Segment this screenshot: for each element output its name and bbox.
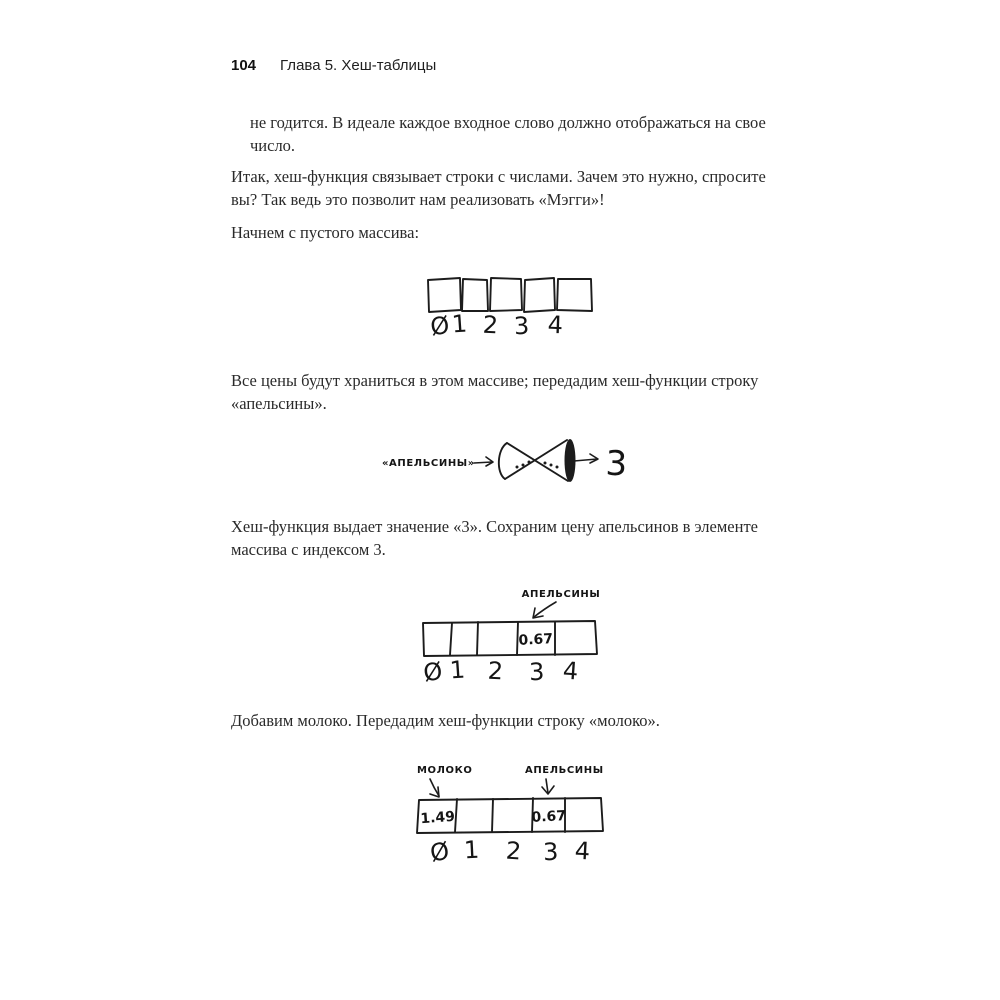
chapter-title: Глава 5. Хеш-таблицы — [280, 57, 437, 74]
cell-value-3: 0.67 — [518, 631, 554, 649]
array-index-labels — [422, 656, 580, 688]
index-0: Ø — [427, 836, 452, 868]
paragraph-continuation: не годится. В идеале каждое входное слово должно отображаться на свое число. — [250, 113, 766, 155]
index-2: 2 — [482, 310, 499, 340]
arrow-right-icon — [474, 457, 493, 466]
oranges-pointer-label: АПЕЛЬСИНЫ — [521, 589, 601, 600]
arrow-down-icon — [533, 602, 556, 618]
hash-grinder-icon — [499, 439, 576, 482]
index-1: 1 — [463, 835, 480, 865]
arrow-down-right-icon — [430, 779, 439, 797]
array-index-labels — [429, 310, 564, 342]
index-3: 3 — [542, 837, 559, 867]
index-2: 2 — [504, 836, 523, 866]
index-1: 1 — [448, 655, 467, 685]
paragraph-prices-in-array: Все цены будут храниться в этом массиве; передадим хеш-функции строку «апельсины». — [231, 371, 759, 413]
figure-hash-function — [380, 436, 632, 492]
index-4: 4 — [547, 310, 564, 340]
array-index-labels — [428, 836, 591, 868]
paragraph-add-milk: Добавим молоко. Передадим хеш-функции строку «молоко». — [231, 711, 660, 730]
index-0: Ø — [428, 310, 452, 342]
figure-array-milk-oranges — [413, 760, 613, 868]
array-cells — [428, 278, 592, 312]
arrow-output-icon — [574, 454, 598, 463]
page-header — [231, 57, 436, 74]
oranges-pointer-label: АПЕЛЬСИНЫ — [525, 765, 604, 776]
index-0: Ø — [421, 656, 445, 688]
index-4: 4 — [574, 836, 591, 866]
paragraph-start-empty-array: Начнем с пустого массива: — [231, 223, 420, 242]
paragraph-hash-function-intro: Итак, хеш-функция связывает строки с числами. Зачем это нужно, спросите вы? Так ведь это позволит нам реализовать «Мэгги»! — [231, 167, 766, 209]
cell-value-0: 1.49 — [419, 808, 456, 828]
paragraph-store-orange-price: Хеш-функция выдает значение «3». Сохраним цену апельсинов в элементе массива с индексом 3. — [231, 517, 758, 559]
figure-array-oranges — [416, 583, 608, 688]
index-3: 3 — [513, 311, 530, 341]
arrow-down-icon — [542, 779, 554, 794]
index-2: 2 — [487, 656, 504, 686]
index-4: 4 — [561, 656, 580, 686]
array-cells — [423, 621, 597, 656]
figure-empty-array — [420, 272, 602, 342]
page-number: 104 — [231, 57, 257, 74]
hash-output-value: 3 — [604, 443, 628, 485]
index-1: 1 — [450, 309, 469, 339]
cell-value-3: 0.67 — [531, 808, 567, 826]
hash-input-label: «АПЕЛЬСИНЫ» — [382, 458, 475, 469]
milk-pointer-label: МОЛОКО — [417, 765, 473, 776]
index-3: 3 — [528, 657, 545, 687]
